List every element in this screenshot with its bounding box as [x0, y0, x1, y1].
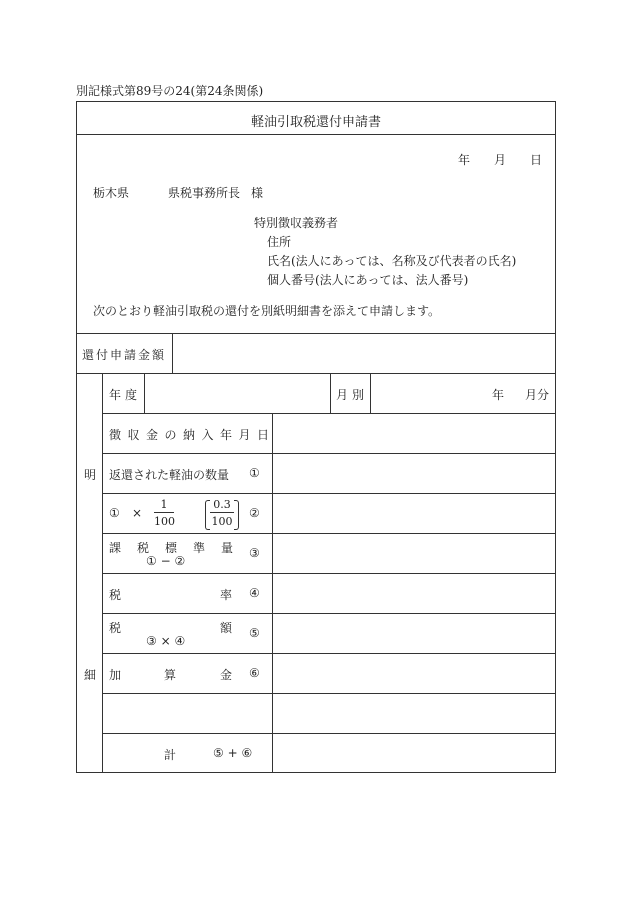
divider — [102, 573, 556, 574]
divider — [76, 134, 556, 135]
date-day: 日 — [530, 153, 543, 167]
divider — [102, 413, 556, 414]
applicant-name: 氏名(法人にあっては、名称及び代表者の氏名) — [267, 254, 517, 268]
add-label-a: 加 — [109, 668, 122, 682]
divider — [102, 453, 556, 454]
divider — [76, 333, 556, 334]
applicant-address: 住所 — [267, 235, 292, 249]
fraction-1-denominator: 100 — [154, 515, 175, 528]
calc-operand: ① — [109, 506, 120, 520]
add-label-c: 金 — [220, 668, 233, 682]
divider — [330, 373, 331, 413]
form-number: 別記様式第89号の24(第24条関係) — [76, 84, 264, 98]
calc-number: ② — [249, 506, 260, 520]
form-title: 軽油引取税還付申請書 — [250, 115, 381, 130]
addressee-honorific: 様 — [251, 186, 264, 200]
returned-qty-label: 返還された軽油の数量 — [109, 468, 230, 482]
addressee-prefecture: 栃木県 — [93, 186, 130, 200]
applicant-role: 特別徴収義務者 — [254, 216, 339, 230]
calc-times: × — [132, 506, 143, 520]
addressee-office: 県税事務所長 — [168, 186, 241, 200]
period-month: 月分 — [525, 388, 550, 402]
rate-number: ④ — [249, 586, 260, 600]
divider — [370, 373, 371, 413]
date-month: 月 — [494, 153, 507, 167]
details-label-bottom: 細 — [84, 668, 97, 682]
rate-label-b: 率 — [220, 588, 233, 602]
divider — [102, 733, 556, 734]
fraction-bar — [210, 512, 234, 513]
divider — [102, 653, 556, 654]
add-label-b: 算 — [164, 668, 177, 682]
monthly-label: 月別 — [336, 388, 369, 402]
tax-base-label: 課税標準量 — [109, 541, 250, 555]
applicant-id-number: 個人番号(法人にあっては、法人番号) — [267, 273, 469, 287]
tax-label-a: 税 — [109, 621, 122, 635]
fraction-2-denominator: 100 — [211, 515, 233, 528]
statement: 次のとおり軽油引取税の還付を別紙明細書を添えて申請します。 — [93, 304, 441, 318]
tax-label-b: 額 — [220, 621, 233, 635]
period-year: 年 — [492, 388, 505, 402]
divider — [102, 613, 556, 614]
date-year: 年 — [458, 153, 471, 167]
tax-base-number: ③ — [249, 546, 260, 560]
divider — [172, 333, 173, 373]
fraction-bar — [154, 512, 174, 513]
details-label-top: 明 — [84, 468, 97, 482]
divider — [272, 413, 273, 773]
divider — [102, 693, 556, 694]
collection-date-label: 徴収金の納入年月日 — [109, 428, 276, 442]
tax-formula: ③ × ④ — [146, 634, 186, 648]
bracket-right — [234, 500, 239, 530]
fraction-1-numerator: 1 — [160, 498, 168, 511]
tax-base-formula: ① − ② — [146, 554, 186, 568]
divider — [102, 493, 556, 494]
refund-amount-label: 還付申請金額 — [82, 348, 167, 362]
divider — [76, 373, 556, 374]
fiscal-year-label: 年度 — [109, 388, 142, 402]
rate-label-a: 税 — [109, 588, 122, 602]
fraction-2-numerator: 0.3 — [213, 498, 231, 511]
total-label: 計 — [164, 748, 177, 762]
total-formula: ⑤ + ⑥ — [213, 746, 253, 760]
divider — [102, 533, 556, 534]
returned-qty-number: ① — [249, 466, 260, 480]
add-number: ⑥ — [249, 666, 260, 680]
divider — [144, 373, 145, 413]
tax-number: ⑤ — [249, 626, 260, 640]
